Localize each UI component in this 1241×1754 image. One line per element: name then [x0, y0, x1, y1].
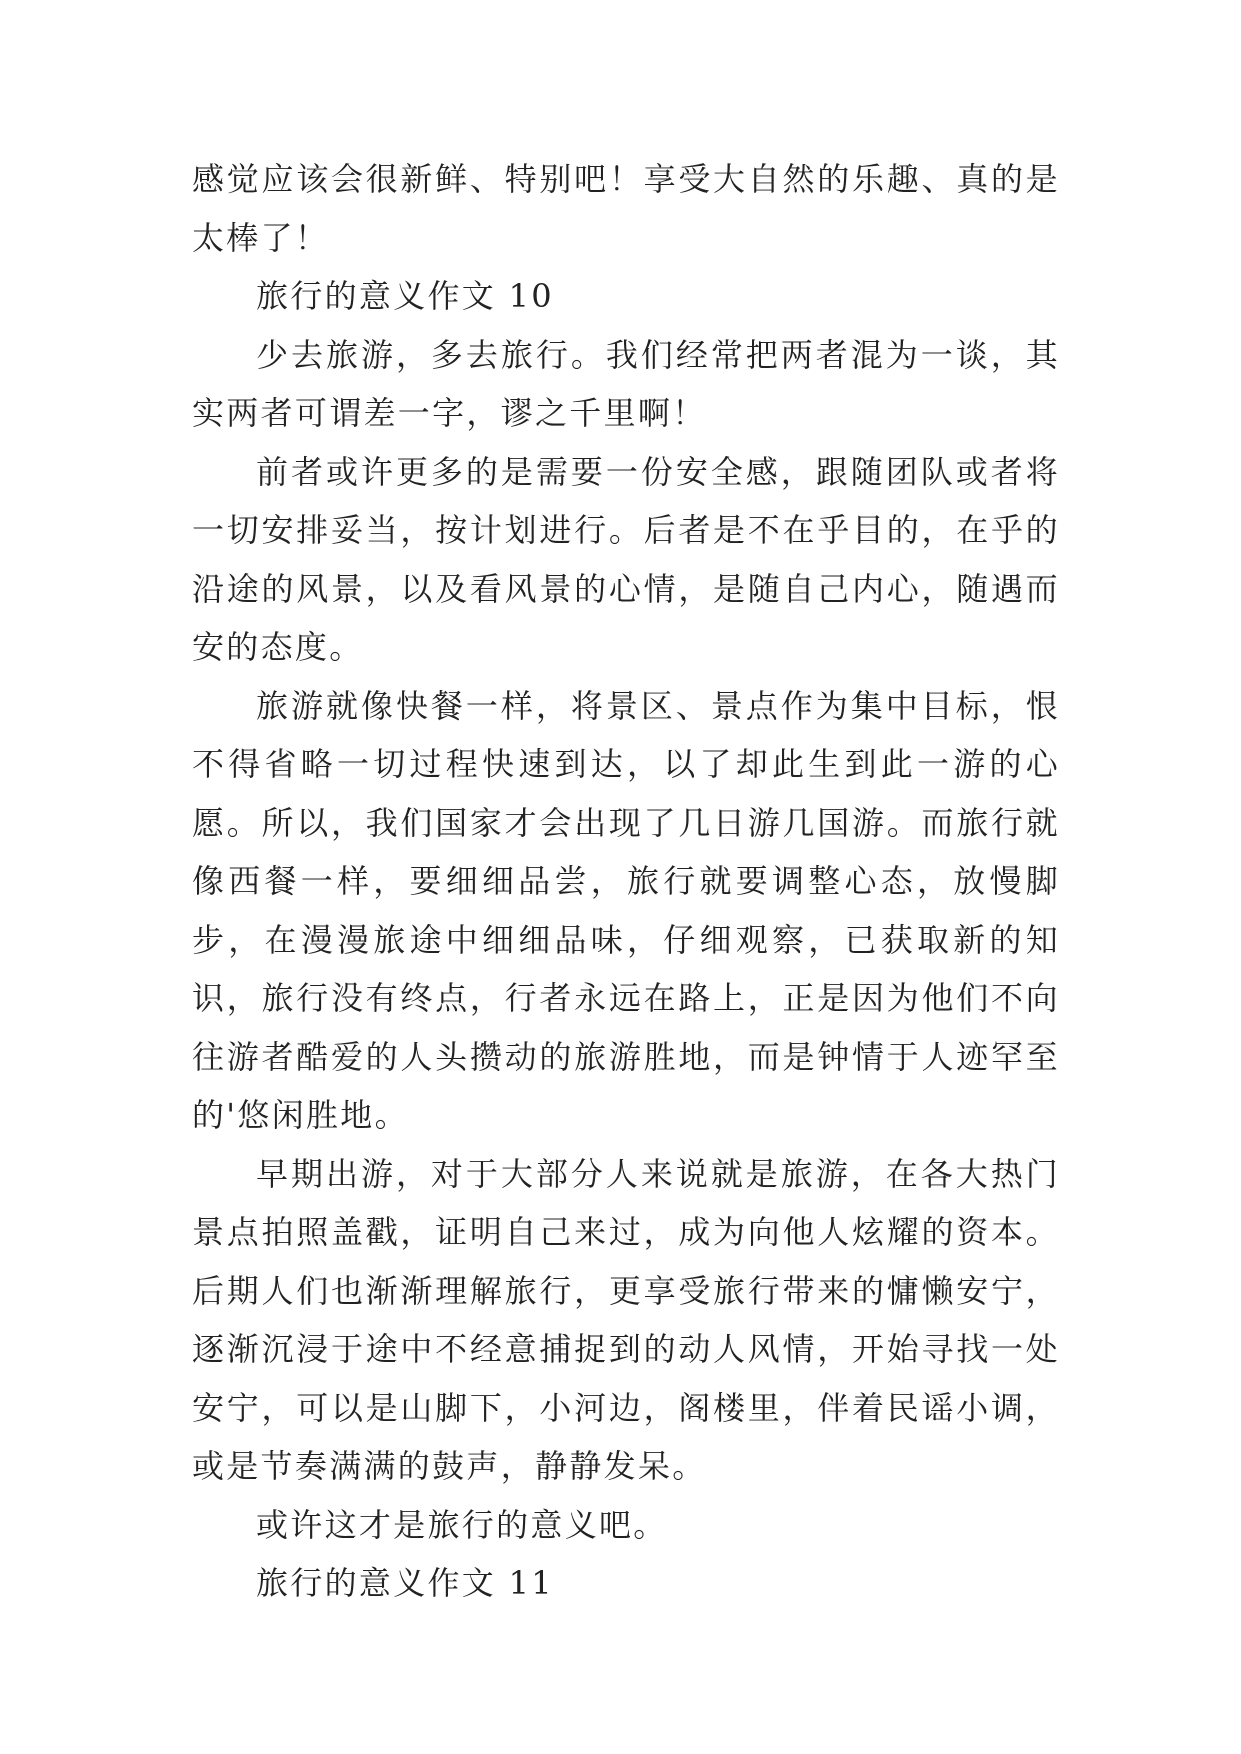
- paragraph: 或许这才是旅行的意义吧。: [256, 1505, 668, 1544]
- essay-heading-11: 旅行的意义作文 11: [256, 1564, 554, 1602]
- essay-heading-10: 旅行的意义作文 10: [256, 277, 554, 315]
- paragraph: 前者或许更多的是需要一份安全感，跟随团队或者将一切安排妥当，按计划进行。后者是不在乎目的，在乎的沿途的风景，以及看风景的心情，是随自己内心，随遇而安的态度。: [192, 452, 1060, 666]
- paragraph: 早期出游，对于大部分人来说就是旅游，在各大热门景点拍照盖戳，证明自己来过，成为向他人炫耀的资本。后期人们也渐渐理解旅行，更享受旅行带来的慵懒安宁，逐渐沉浸于途中不经意捕捉到的动人风情，开始寻找一处安宁，可以是山脚下，小河边，阁楼里，伴着民谣小调，或是节奏满满的鼓声，静静发呆。: [192, 1154, 1060, 1485]
- paragraph-continued: 感觉应该会很新鲜、特别吧！享受大自然的乐趣、真的是太棒了！: [192, 160, 1060, 257]
- paragraph: 少去旅游，多去旅行。我们经常把两者混为一谈，其实两者可谓差一字，谬之千里啊！: [192, 335, 1060, 432]
- paragraph: 旅游就像快餐一样，将景区、景点作为集中目标，恨不得省略一切过程快速到达，以了却此生到此一游的心愿。所以，我们国家才会出现了几日游几国游。而旅行就像西餐一样，要细细品尝，旅行就要调整心态，放慢脚步，在漫漫旅途中细细品味，仔细观察，已获取新的知识，旅行没有终点，行者永远在路上，正是因为他们不向往游者酷爱的人头攒动的旅游胜地，而是钟情于人迹罕至的'悠闲胜地。: [192, 686, 1060, 1134]
- document-body: [192, 150, 1060, 1613]
